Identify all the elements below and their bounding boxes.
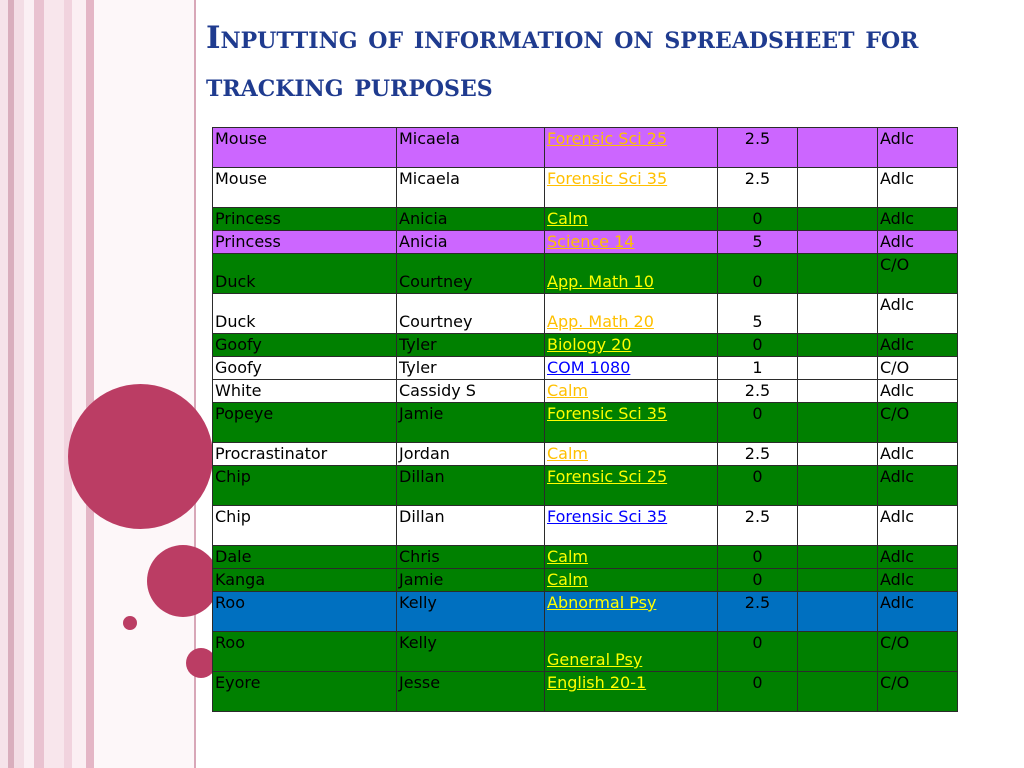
- cell-course[interactable]: [545, 208, 718, 231]
- cell-last-name[interactable]: Procrastinator: [213, 443, 397, 466]
- cell-status[interactable]: Adlc: [878, 334, 958, 357]
- cell-status[interactable]: C/O: [878, 632, 958, 672]
- cell-last-name[interactable]: White: [213, 380, 397, 403]
- cell-empty[interactable]: [798, 357, 878, 380]
- table-row: [213, 334, 958, 357]
- cell-last-name[interactable]: Mouse: [213, 168, 397, 208]
- cell-course[interactable]: [545, 506, 718, 546]
- course-link[interactable]: Calm: [547, 444, 589, 463]
- table-row: [213, 294, 958, 334]
- table-row: [213, 672, 958, 712]
- decor-stripe: [72, 0, 86, 768]
- decor-stripe: [86, 0, 94, 768]
- cell-first-name[interactable]: Chris: [397, 546, 545, 569]
- cell-credits[interactable]: 5: [718, 294, 798, 334]
- cell-empty[interactable]: [798, 254, 878, 294]
- table-row: [213, 128, 958, 168]
- cell-empty[interactable]: [798, 466, 878, 506]
- course-link[interactable]: App. Math 20: [547, 312, 654, 331]
- cell-status[interactable]: Adlc: [878, 128, 958, 168]
- cell-first-name[interactable]: Courtney: [397, 294, 545, 334]
- table-row: [213, 231, 958, 254]
- slide-title: Inputting of information on spreadsheet for tracking purposes: [206, 20, 919, 104]
- cell-empty[interactable]: [798, 403, 878, 443]
- cell-credits[interactable]: 0: [718, 254, 798, 294]
- cell-first-name[interactable]: Courtney: [397, 254, 545, 294]
- cell-last-name[interactable]: Goofy: [213, 357, 397, 380]
- cell-first-name[interactable]: Kelly: [397, 632, 545, 672]
- cell-course[interactable]: [545, 466, 718, 506]
- cell-first-name[interactable]: Jesse: [397, 672, 545, 712]
- table-row: [213, 254, 958, 294]
- decor-stripe: [14, 0, 24, 768]
- cell-empty[interactable]: [798, 546, 878, 569]
- cell-last-name[interactable]: Duck: [213, 294, 397, 334]
- cell-status[interactable]: C/O: [878, 254, 958, 294]
- cell-last-name[interactable]: Dale: [213, 546, 397, 569]
- cell-empty[interactable]: [798, 231, 878, 254]
- decor-stripe: [0, 0, 8, 768]
- cell-empty[interactable]: [798, 632, 878, 672]
- cell-last-name[interactable]: Duck: [213, 254, 397, 294]
- cell-empty[interactable]: [798, 443, 878, 466]
- cell-course[interactable]: [545, 632, 718, 672]
- cell-course[interactable]: [545, 546, 718, 569]
- cell-course[interactable]: [545, 380, 718, 403]
- cell-first-name[interactable]: Micaela: [397, 128, 545, 168]
- cell-first-name[interactable]: Tyler: [397, 357, 545, 380]
- course-link[interactable]: Science 14: [547, 232, 635, 251]
- course-link[interactable]: General Psy: [547, 650, 643, 669]
- cell-status[interactable]: Adlc: [878, 380, 958, 403]
- cell-empty[interactable]: [798, 168, 878, 208]
- table-row: [213, 380, 958, 403]
- cell-last-name[interactable]: Eyore: [213, 672, 397, 712]
- cell-credits[interactable]: 1: [718, 357, 798, 380]
- decor-circle-large: [68, 384, 213, 529]
- table-row: [213, 208, 958, 231]
- cell-last-name[interactable]: Roo: [213, 632, 397, 672]
- cell-first-name[interactable]: Jamie: [397, 569, 545, 592]
- cell-empty[interactable]: [798, 334, 878, 357]
- cell-course[interactable]: [545, 569, 718, 592]
- cell-course[interactable]: [545, 672, 718, 712]
- cell-credits[interactable]: 0: [718, 403, 798, 443]
- course-link[interactable]: Forensic Sci 35: [547, 507, 668, 526]
- cell-course[interactable]: [545, 334, 718, 357]
- table-row: [213, 569, 958, 592]
- cell-empty[interactable]: [798, 208, 878, 231]
- cell-status[interactable]: Adlc: [878, 546, 958, 569]
- cell-status[interactable]: Adlc: [878, 231, 958, 254]
- cell-status[interactable]: Adlc: [878, 466, 958, 506]
- cell-first-name[interactable]: Tyler: [397, 334, 545, 357]
- cell-course[interactable]: [545, 254, 718, 294]
- table-row: [213, 357, 958, 380]
- cell-status[interactable]: Adlc: [878, 506, 958, 546]
- cell-course[interactable]: [545, 168, 718, 208]
- cell-last-name[interactable]: Princess: [213, 208, 397, 231]
- cell-status[interactable]: Adlc: [878, 569, 958, 592]
- cell-empty[interactable]: [798, 506, 878, 546]
- cell-empty[interactable]: [798, 380, 878, 403]
- cell-last-name[interactable]: Kanga: [213, 569, 397, 592]
- cell-credits[interactable]: 5: [718, 231, 798, 254]
- course-link[interactable]: Calm: [547, 209, 589, 228]
- cell-course[interactable]: [545, 128, 718, 168]
- table-row: [213, 632, 958, 672]
- decor-stripe: [24, 0, 34, 768]
- course-link[interactable]: COM 1080: [547, 358, 631, 377]
- cell-first-name[interactable]: Dillan: [397, 466, 545, 506]
- cell-credits[interactable]: 0: [718, 672, 798, 712]
- cell-credits[interactable]: 0: [718, 569, 798, 592]
- cell-first-name[interactable]: Micaela: [397, 168, 545, 208]
- cell-last-name[interactable]: Popeye: [213, 403, 397, 443]
- course-link[interactable]: Forensic Sci 25: [547, 467, 668, 486]
- course-link[interactable]: Calm: [547, 570, 589, 589]
- cell-status[interactable]: Adlc: [878, 592, 958, 632]
- cell-credits[interactable]: 2.5: [718, 128, 798, 168]
- decor-stripe: [34, 0, 44, 768]
- cell-credits[interactable]: 0: [718, 546, 798, 569]
- cell-first-name[interactable]: Jamie: [397, 403, 545, 443]
- cell-credits[interactable]: 2.5: [718, 506, 798, 546]
- course-link[interactable]: Abnormal Psy: [547, 593, 657, 612]
- cell-last-name[interactable]: Chip: [213, 466, 397, 506]
- course-link[interactable]: Forensic Sci 35: [547, 404, 668, 423]
- cell-credits[interactable]: 0: [718, 466, 798, 506]
- cell-credits[interactable]: 2.5: [718, 380, 798, 403]
- table-row: [213, 466, 958, 506]
- cell-empty[interactable]: [798, 592, 878, 632]
- cell-status[interactable]: Adlc: [878, 208, 958, 231]
- cell-first-name[interactable]: Dillan: [397, 506, 545, 546]
- cell-course[interactable]: [545, 403, 718, 443]
- table-row: [213, 168, 958, 208]
- cell-first-name[interactable]: Jordan: [397, 443, 545, 466]
- cell-last-name[interactable]: Roo: [213, 592, 397, 632]
- cell-status[interactable]: Adlc: [878, 294, 958, 334]
- course-link[interactable]: App. Math 10: [547, 272, 654, 291]
- cell-empty[interactable]: [798, 294, 878, 334]
- cell-credits[interactable]: 0: [718, 208, 798, 231]
- cell-empty[interactable]: [798, 569, 878, 592]
- cell-credits[interactable]: 2.5: [718, 592, 798, 632]
- cell-course[interactable]: [545, 294, 718, 334]
- course-link[interactable]: Forensic Sci 25: [547, 129, 668, 148]
- course-link[interactable]: Calm: [547, 381, 589, 400]
- table-row: [213, 546, 958, 569]
- cell-last-name[interactable]: Goofy: [213, 334, 397, 357]
- cell-last-name[interactable]: Chip: [213, 506, 397, 546]
- decor-stripe: [44, 0, 64, 768]
- cell-credits[interactable]: 0: [718, 632, 798, 672]
- cell-empty[interactable]: [798, 128, 878, 168]
- table-row: [213, 403, 958, 443]
- course-link[interactable]: Biology 20: [547, 335, 632, 354]
- course-link[interactable]: Forensic Sci 35: [547, 169, 668, 188]
- course-link[interactable]: Calm: [547, 547, 589, 566]
- cell-status[interactable]: C/O: [878, 357, 958, 380]
- cell-first-name[interactable]: Anicia: [397, 231, 545, 254]
- cell-course[interactable]: [545, 357, 718, 380]
- cell-course[interactable]: [545, 231, 718, 254]
- cell-status[interactable]: C/O: [878, 672, 958, 712]
- cell-first-name[interactable]: Kelly: [397, 592, 545, 632]
- tracking-table: [212, 127, 958, 712]
- table-row: [213, 592, 958, 632]
- decor-stripe: [64, 0, 72, 768]
- cell-status[interactable]: Adlc: [878, 168, 958, 208]
- cell-course[interactable]: [545, 443, 718, 466]
- table-row: [213, 506, 958, 546]
- cell-empty[interactable]: [798, 672, 878, 712]
- course-link[interactable]: English 20-1: [547, 673, 647, 692]
- cell-status[interactable]: Adlc: [878, 443, 958, 466]
- decor-circle-tiny: [123, 616, 137, 630]
- cell-first-name[interactable]: Anicia: [397, 208, 545, 231]
- cell-credits[interactable]: 0: [718, 334, 798, 357]
- cell-last-name[interactable]: Mouse: [213, 128, 397, 168]
- cell-credits[interactable]: 2.5: [718, 443, 798, 466]
- decor-circle-medium: [147, 545, 219, 617]
- cell-credits[interactable]: 2.5: [718, 168, 798, 208]
- cell-course[interactable]: [545, 592, 718, 632]
- cell-first-name[interactable]: Cassidy S: [397, 380, 545, 403]
- table-row: [213, 443, 958, 466]
- cell-last-name[interactable]: Princess: [213, 231, 397, 254]
- cell-status[interactable]: C/O: [878, 403, 958, 443]
